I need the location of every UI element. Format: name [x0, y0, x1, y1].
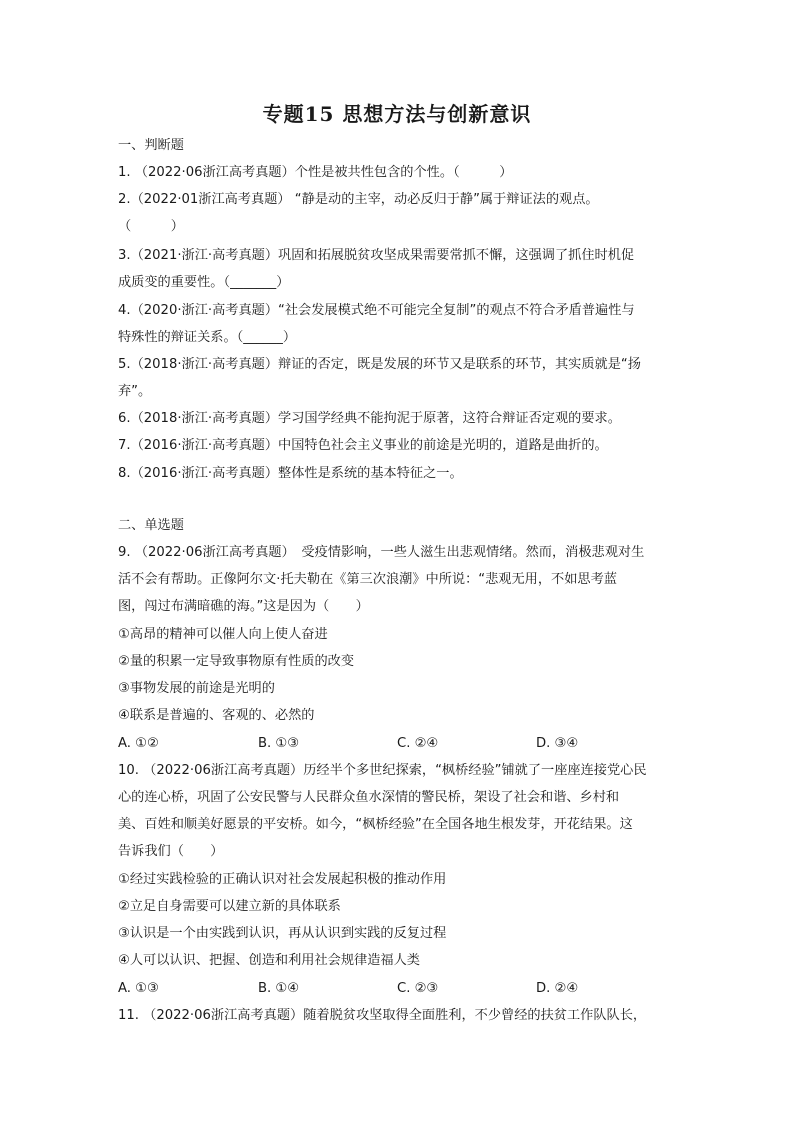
question-9-line-3: 图，闯过布满暗礁的海。”这是因为（ ）	[118, 599, 369, 614]
question-9-line-2: 活不会有帮助。正像阿尔文·托夫勒在《第三次浪潮》中所说：“悲观无用，不如思考蓝	[118, 572, 617, 587]
question-10-line-1: 10. （2022·06浙江高考真题）历经半个多世纪探索，“枫桥经验”铺就了一座座连接党心民	[118, 763, 647, 778]
question-10-line-3: 美、百姓和顺美好愿景的平安桥。如今，“枫桥经验”在全国各地生根发芽，开花结果。这	[118, 817, 633, 832]
question-9-option-c: C. ②④	[397, 736, 439, 751]
question-10-option-b: B. ①④	[258, 981, 300, 996]
question-10-statement-4: ④人可以认识、把握、创造和利用社会规律造福人类	[118, 953, 420, 968]
question-7: 7.（2016·浙江·高考真题）中国特色社会主义事业的前途是光明的，道路是曲折的。	[118, 438, 608, 453]
question-9-statement-3: ③事物发展的前途是光明的	[118, 681, 275, 696]
question-3-line-1: 3.（2021·浙江·高考真题）巩固和拓展脱贫攻坚成果需要常抓不懈，这强调了抓住时机促	[118, 248, 635, 263]
question-9-option-a: A. ①②	[118, 736, 159, 751]
question-6: 6.（2018·浙江·高考真题）学习国学经典不能拘泥于原著，这符合辩证否定观的要求。	[118, 411, 621, 426]
question-9-option-b: B. ①③	[258, 736, 300, 751]
question-10-line-4: 告诉我们（ ）	[118, 844, 224, 859]
question-9-option-d: D. ③④	[536, 736, 579, 751]
question-5-line-2: 弃”。	[118, 384, 152, 399]
section-heading-single-choice: 二、单选题	[118, 518, 184, 533]
question-3-line-2: 成质变的重要性。（_______）	[118, 275, 290, 290]
question-9-statement-1: ①高昂的精神可以催人向上使人奋进	[118, 627, 328, 642]
page-title: 专题15 思想方法与创新意识	[262, 102, 532, 126]
question-10-option-d: D. ②④	[536, 981, 579, 996]
question-9-statement-2: ②量的积累一定导致事物原有性质的改变	[118, 654, 355, 669]
question-10-statement-1: ①经过实践检验的正确认识对社会发展起积极的推动作用	[118, 872, 447, 887]
question-1: 1. （2022·06浙江高考真题）个性是被共性包含的个性。（ ）	[118, 165, 513, 180]
question-10-option-c: C. ②③	[397, 981, 439, 996]
question-10-statement-3: ③认识是一个由实践到认识，再从认识到实践的反复过程	[118, 926, 447, 941]
section-heading-true-false: 一、判断题	[118, 138, 184, 153]
question-9-statement-4: ④联系是普遍的、客观的、必然的	[118, 708, 315, 723]
question-10-statement-2: ②立足自身需要可以建立新的具体联系	[118, 899, 341, 914]
question-2-line-2: （ ）	[118, 219, 184, 234]
question-10-option-a: A. ①③	[118, 981, 159, 996]
question-11-line-1: 11. （2022·06浙江高考真题）随着脱贫攻坚取得全面胜利，不少曾经的扶贫工作队队长，	[118, 1008, 647, 1023]
question-2-line-1: 2.（2022·01浙江高考真题） “静是动的主宰，动必反归于静”属于辩证法的观点。	[118, 192, 599, 207]
question-4-line-1: 4.（2020·浙江·高考真题）“社会发展模式绝不可能完全复制”的观点不符合矛盾普遍性与	[118, 303, 635, 318]
question-5-line-1: 5.（2018·浙江·高考真题）辩证的否定，既是发展的环节又是联系的环节，其实质就是“扬	[118, 357, 641, 372]
question-8: 8.（2016·浙江·高考真题）整体性是系统的基本特征之一。	[118, 466, 463, 481]
question-4-line-2: 特殊性的辩证关系。（______）	[118, 330, 297, 345]
question-9-line-1: 9. （2022·06浙江高考真题） 受疫情影响，一些人滋生出悲观情绪。然而，消极悲观对生	[118, 545, 645, 560]
question-10-line-2: 心的连心桥，巩固了公安民警与人民群众鱼水深情的警民桥，架设了社会和谐、乡村和	[118, 790, 620, 805]
